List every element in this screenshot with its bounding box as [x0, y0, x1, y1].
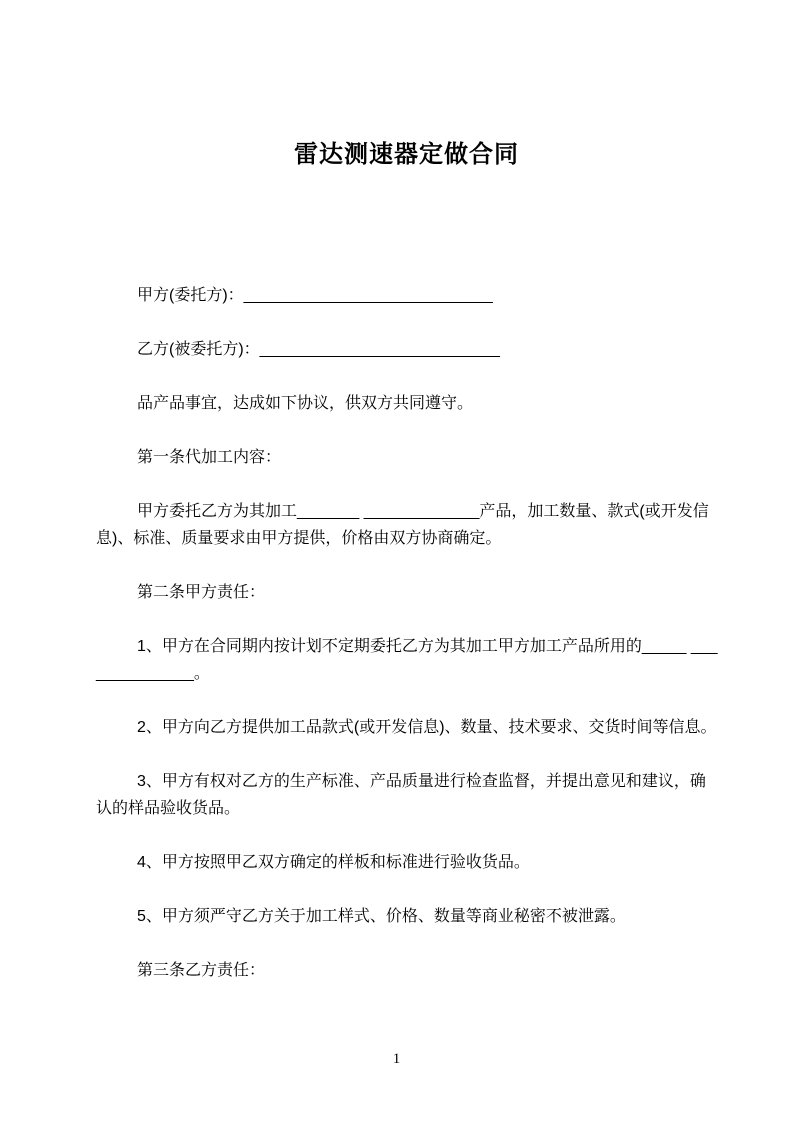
article-2-heading: [96, 579, 717, 606]
article-2-item-5: [96, 903, 717, 930]
party-b-blank-field: ___________________________: [259, 341, 500, 358]
article-2-item-3-line-2: 认的样品验收货品。: [96, 800, 241, 817]
article-2-item-2-line-1: 2、甲方向乙方提供加工品款式(或开发信息)、数量、技术要求、交货时间等信息。: [137, 719, 717, 736]
article-1-body-line-2: 息)、标准、质量要求由甲方提供，价格由双方协商确定。: [96, 530, 502, 547]
article-2-item-1: [96, 633, 717, 687]
article-2-item-5-line-1: 5、甲方须严守乙方关于加工样式、价格、数量等商业秘密不被泄露。: [137, 908, 626, 925]
intro-continuation-text: 品产品事宜，达成如下协议，供双方共同遵守。: [137, 395, 474, 412]
party-a-label: 甲方(委托方)：: [137, 287, 244, 304]
article-1-body-line-1: 甲方委托乙方为其加工_______ _____________产品，加工数量、款式(或开发信: [137, 503, 709, 520]
party-a-line: [96, 282, 717, 309]
article-2-item-3: [96, 768, 717, 822]
party-a-row: [96, 282, 717, 309]
party-b-row: [96, 336, 717, 363]
article-1-heading: [96, 444, 717, 471]
article-1-heading-text: 第一条代加工内容：: [137, 449, 282, 466]
party-a-blank-field: ____________________________: [243, 287, 493, 304]
contract-title: 雷达测速器定做合同: [294, 141, 519, 168]
article-1-body: [96, 498, 717, 552]
article-2-item-1-line-1: 1、甲方在合同期内按计划不定期委托乙方为其加工甲方加工产品所用的_____ ___: [137, 638, 718, 655]
article-2-heading-text: 第二条甲方责任：: [137, 584, 266, 601]
article-2-item-1-line-2: ___________。: [96, 665, 210, 682]
party-b-line: [96, 336, 717, 363]
article-2-item-3-line-1: 3、甲方有权对乙方的生产标准、产品质量进行检查监督，并提出意见和建议，确: [137, 773, 706, 790]
article-3-heading: [96, 957, 717, 984]
intro-continuation-paragraph: [96, 390, 717, 417]
page-number: 1: [392, 1051, 401, 1067]
article-2-item-2: [96, 714, 717, 741]
article-2-item-4: [96, 849, 717, 876]
article-2-item-4-line-1: 4、甲方按照甲乙双方确定的样板和标准进行验收货品。: [137, 854, 530, 871]
article-3-heading-text: 第三条乙方责任：: [137, 962, 266, 979]
party-b-label: 乙方(被委托方)：: [137, 341, 260, 358]
